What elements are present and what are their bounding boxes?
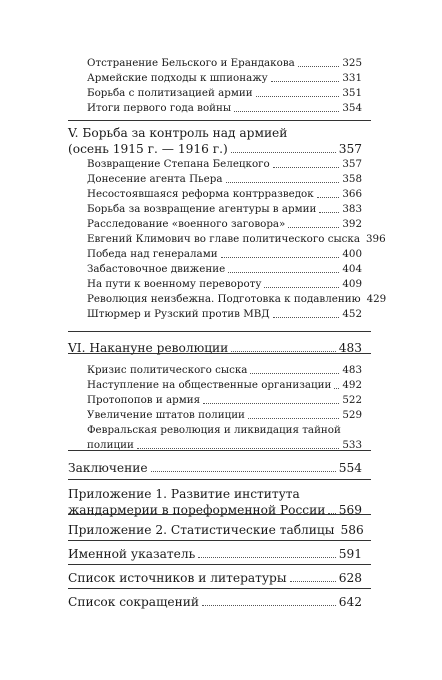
toc-page-number: 533	[342, 439, 362, 451]
toc-entry-title: Протопопов и армия	[87, 394, 201, 406]
section-divider	[68, 588, 371, 589]
toc-entry-title-line: Февральская революция и ликвидация тайной	[87, 424, 341, 436]
toc-section-entry[interactable]	[0, 262, 442, 277]
toc-section-entry[interactable]	[0, 217, 442, 232]
toc-page-number: 325	[342, 57, 362, 69]
toc-entry-title-line: Приложение 1. Развитие института	[68, 487, 300, 501]
toc-entry-title: Увеличение штатов полиции	[87, 409, 245, 421]
toc-section-entry[interactable]	[0, 408, 442, 423]
toc-chapter-entry[interactable]	[0, 460, 442, 476]
leader-dots	[226, 181, 340, 183]
toc-entry-title: Несостоявшаяся реформа контрразведок	[87, 188, 314, 200]
leader-dots	[234, 110, 339, 112]
leader-dots	[221, 256, 340, 258]
toc-page-number: 642	[338, 595, 362, 609]
leader-dots	[198, 556, 336, 558]
toc-page-number: 366	[342, 188, 362, 200]
leader-dots	[248, 417, 339, 419]
toc-entry-title: Итоги первого года войны	[87, 102, 232, 114]
leader-dots	[298, 65, 340, 67]
section-divider	[68, 514, 371, 515]
toc-page-number: 483	[338, 341, 362, 355]
toc-chapter-entry[interactable]	[0, 546, 442, 562]
leader-dots	[288, 226, 339, 228]
toc-entry-title: Победа над генералами	[87, 248, 218, 260]
toc-section-entry[interactable]	[0, 247, 442, 262]
section-divider	[68, 450, 371, 451]
toc-entry-title: Расследование «военного заговора»	[87, 218, 286, 230]
toc-entry-title: Революция неизбежна. Подготовка к подавлению	[87, 293, 361, 305]
toc-entry-title: Именной указатель	[68, 547, 196, 561]
toc-section-entry[interactable]	[0, 86, 442, 101]
toc-entry-title: Армейские подходы к шпионажу	[87, 72, 268, 84]
toc-entry-title: На пути к военному перевороту	[87, 278, 262, 290]
toc-chapter-entry[interactable]	[0, 125, 442, 157]
toc-page-number: 404	[342, 263, 362, 275]
toc-page-number: 358	[342, 173, 362, 185]
toc-section-entry[interactable]	[0, 101, 442, 116]
leader-dots	[202, 604, 336, 606]
leader-dots	[271, 80, 340, 82]
leader-dots	[319, 211, 339, 213]
toc-page-number: 452	[342, 308, 362, 320]
toc-page-number: 569	[338, 503, 362, 517]
toc-entry-title: Наступление на общественные организации	[87, 379, 332, 391]
section-divider	[68, 331, 371, 332]
leader-dots	[231, 350, 335, 352]
leader-dots	[203, 402, 339, 404]
toc-entry-title: Евгений Климович во главе политического сыска	[87, 233, 360, 245]
toc-page-number: 400	[342, 248, 362, 260]
toc-entry-title: полиции	[87, 439, 134, 451]
leader-dots	[231, 151, 336, 153]
toc-section-entry[interactable]	[0, 277, 442, 292]
toc-section-entry[interactable]	[0, 393, 442, 408]
section-divider	[68, 120, 371, 121]
toc-section-entry[interactable]	[0, 232, 442, 247]
toc-page-number: 357	[338, 142, 362, 156]
toc-page-number: 396	[366, 233, 386, 245]
toc-page-number: 529	[342, 409, 362, 421]
toc-section-entry[interactable]	[0, 307, 442, 322]
toc-entry-title: VI. Накануне революции	[68, 341, 229, 355]
toc-page-number: 331	[342, 72, 362, 84]
leader-dots	[264, 286, 339, 288]
toc-entry-title: Приложение 2. Статистические таблицы	[68, 523, 335, 537]
toc-page-number: 591	[338, 547, 362, 561]
toc-entry-title: Штюрмер и Рузский против МВД	[87, 308, 270, 320]
toc-page-number: 383	[342, 203, 362, 215]
toc-entry-title: жандармерии в пореформенной России	[68, 503, 326, 517]
toc-section-entry[interactable]	[0, 292, 442, 307]
toc-section-entry[interactable]	[0, 363, 442, 378]
leader-dots	[334, 387, 339, 389]
toc-page-number: 354	[342, 102, 362, 114]
toc-entry-title: Кризис политического сыска	[87, 364, 248, 376]
toc-page-number: 628	[338, 571, 362, 585]
section-divider	[68, 479, 371, 480]
toc-section-entry[interactable]	[0, 56, 442, 71]
leader-dots	[256, 95, 340, 97]
toc-section-entry[interactable]	[0, 187, 442, 202]
toc-page-number: 409	[342, 278, 362, 290]
toc-entry-title: (осень 1915 г. — 1916 г.)	[68, 142, 228, 156]
toc-entry-title: Отстранение Бельского и Ерандакова	[87, 57, 295, 69]
toc-entry-title: Список источников и литературы	[68, 571, 287, 585]
toc-section-entry[interactable]	[0, 157, 442, 172]
toc-entry-title: Донесение агента Пьера	[87, 173, 223, 185]
leader-dots	[250, 372, 339, 374]
toc-entry-title: Список сокращений	[68, 595, 199, 609]
toc-chapter-entry[interactable]	[0, 522, 442, 538]
toc-chapter-entry[interactable]	[0, 594, 442, 610]
toc-entry-title: Возвращение Степана Белецкого	[87, 158, 270, 170]
toc-section-entry[interactable]	[0, 378, 442, 393]
leader-dots	[273, 166, 340, 168]
section-divider	[68, 353, 371, 354]
toc-section-entry[interactable]	[0, 423, 442, 453]
leader-dots	[273, 316, 340, 318]
section-divider	[68, 540, 371, 541]
toc-page-number: 392	[342, 218, 362, 230]
toc-page-number: 351	[342, 87, 362, 99]
toc-page-number: 483	[342, 364, 362, 376]
toc-page-number: 522	[342, 394, 362, 406]
toc-entry-title-line: V. Борьба за контроль над армией	[68, 126, 288, 140]
leader-dots	[228, 271, 339, 273]
toc-page-number: 554	[338, 461, 362, 475]
leader-dots	[151, 470, 336, 472]
toc-entry-title: Борьба за возвращение агентуры в армии	[87, 203, 317, 215]
toc-page-number: 586	[340, 523, 364, 537]
toc-section-entry[interactable]	[0, 202, 442, 217]
toc-page-number: 357	[342, 158, 362, 170]
leader-dots	[317, 196, 340, 198]
leader-dots	[137, 447, 340, 449]
toc-section-entry[interactable]	[0, 172, 442, 187]
toc-chapter-entry[interactable]	[0, 570, 442, 586]
section-divider	[68, 564, 371, 565]
toc-page-number: 429	[366, 293, 387, 305]
toc-entry-title: Забастовочное движение	[87, 263, 226, 275]
leader-dots	[290, 580, 336, 582]
toc-page-number: 492	[342, 379, 362, 391]
toc-entry-title: Борьба с политизацией армии	[87, 87, 253, 99]
toc-section-entry[interactable]	[0, 71, 442, 86]
toc-entry-title: Заключение	[68, 461, 148, 475]
